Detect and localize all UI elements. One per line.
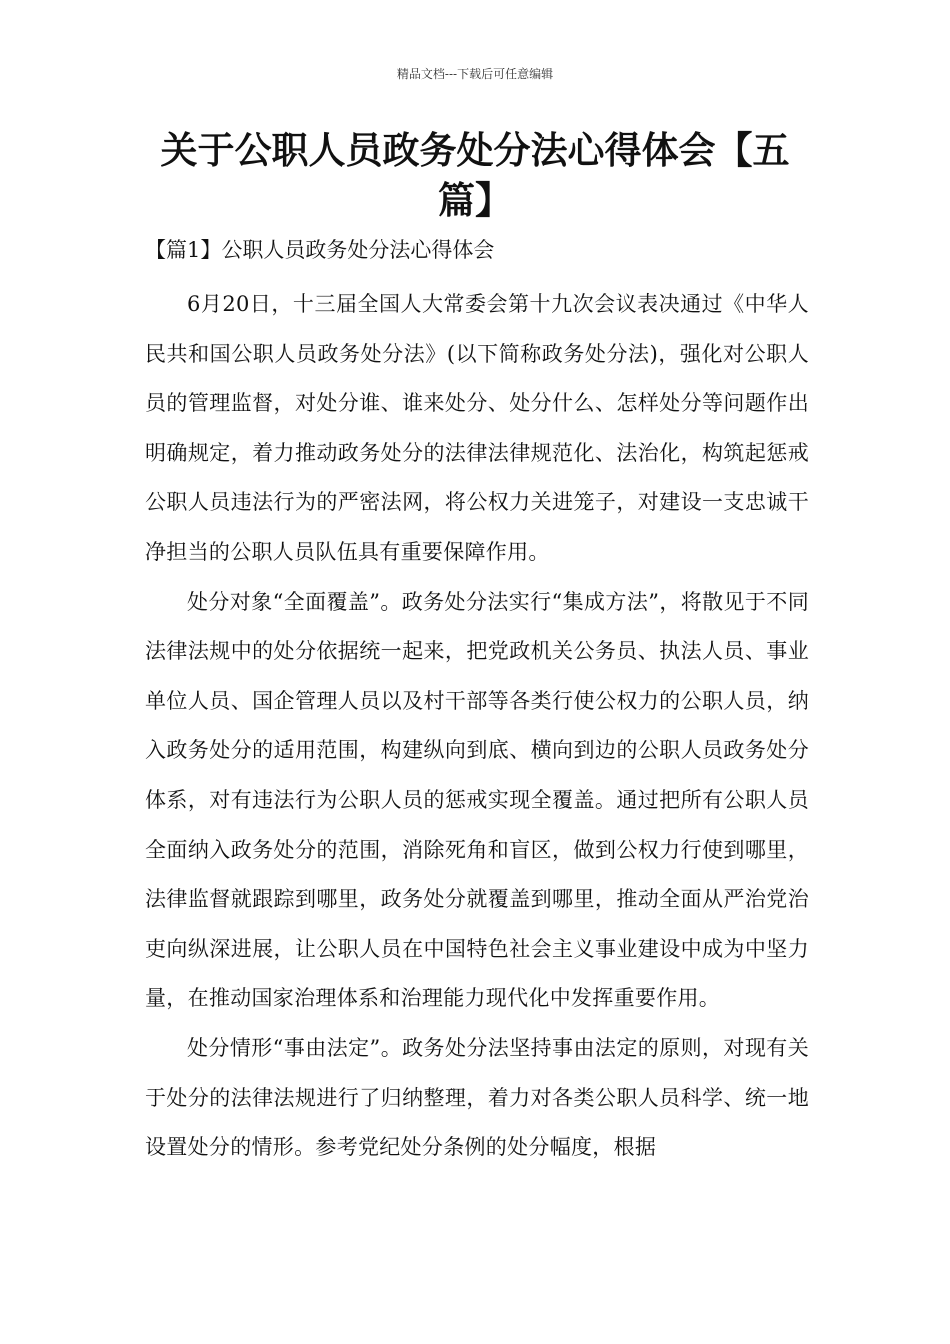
- header-note: 精品文档---下载后可任意编辑: [396, 67, 554, 81]
- section-heading: 【篇1】公职人员政务处分法心得体会: [145, 238, 495, 262]
- paragraph: 处分对象“全面覆盖”。政务处分法实行“集成方法”，将散见于不同法律法规中的处分依据统一起来，把党政机关公务员、执法人员、事业单位人员、国企管理人员以及村干部等各类行使公权力的公职人员，纳入政务处分的适用范围，构建纵向到底、横向到边的公职人员政务处分体系，对有违法行为公职人员的惩戒实现全覆盖。通过把所有公职人员全面纳入政务处分的范围，消除死角和盲区，做到公权力行使到哪里，法律监督就跟踪到哪里，政务处分就覆盖到哪里，推动全面从严治党治吏向纵深进展，让公职人员在中国特色社会主义事业建设中成为中坚力量，在推动国家治理体系和治理能力现代化中发挥重要作用。: [145, 589, 809, 1011]
- paragraph: 处分情形“事由法定”。政务处分法坚持事由法定的原则，对现有关于处分的法律法规进行了归纳整理，着力对各类公职人员科学、统一地设置处分的情形。参考党纪处分条例的处分幅度，根据: [145, 1035, 809, 1160]
- paragraph: 6月20日，十三届全国人大常委会第十九次会议表决通过《中华人民共和国公职人员政务处分法》(以下简称政务处分法)，强化对公职人员的管理监督，对处分谁、谁来处分、处分什么、怎样处分等问题作出明确规定，着力推动政务处分的法律法律规范化、法治化，构筑起惩戒公职人员违法行为的严密法网，将公权力关进笼子，对建设一支忠诚干净担当的公职人员队伍具有重要保障作用。: [145, 292, 809, 564]
- document-title: 关于公职人员政务处分法心得体会【五篇】: [160, 129, 790, 222]
- document-body: [145, 230, 809, 1173]
